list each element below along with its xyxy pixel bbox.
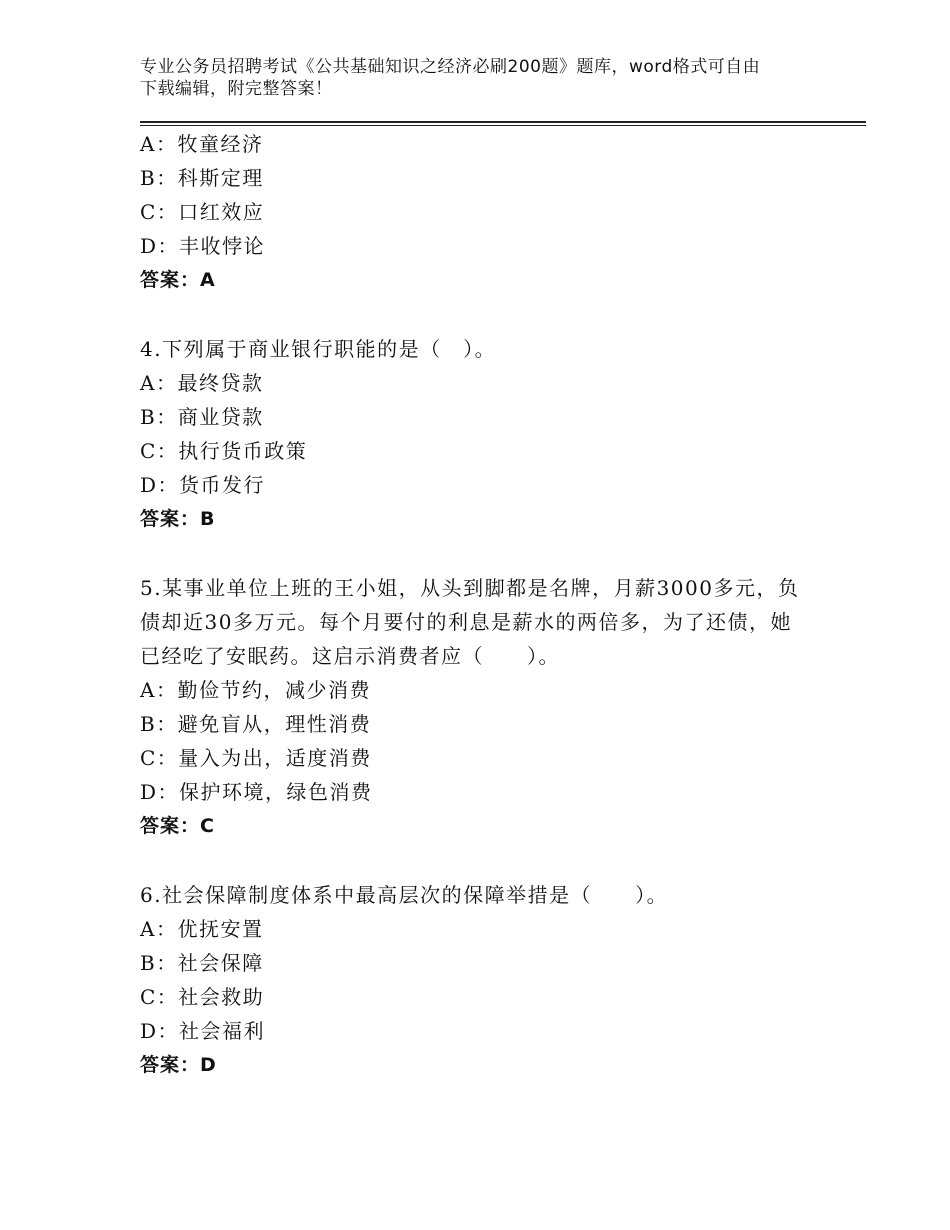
spacer	[140, 536, 820, 571]
header-line-2: 下载编辑，附完整答案！	[140, 79, 333, 99]
question-3-block	[140, 127, 820, 297]
q5-option-d: D：保护环境，绿色消费	[140, 780, 373, 804]
document-body	[140, 127, 820, 1082]
q4-option-b: B：商业贷款	[140, 405, 264, 429]
q3-answer: 答案：A	[140, 269, 216, 291]
q4-answer: 答案：B	[140, 508, 216, 530]
q5-option-b: B：避免盲从，理性消费	[140, 712, 372, 736]
q4-option-d: D：货币发行	[140, 473, 266, 497]
q6-option-c: C：社会救助	[140, 985, 265, 1009]
question-4-block	[140, 332, 820, 536]
header-line-1: 专业公务员招聘考试《公共基础知识之经济必刷200题》题库，word格式可自由	[140, 57, 761, 77]
q3-option-d: D：丰收悖论	[140, 234, 266, 258]
question-5-block	[140, 571, 820, 843]
q5-option-a: A：勤俭节约，减少消费	[140, 678, 371, 702]
question-6-block	[140, 878, 820, 1082]
q4-option-a: A：最终贷款	[140, 371, 264, 395]
q6-stem: 6.社会保障制度体系中最高层次的保障举措是（ ）。	[140, 883, 669, 907]
header-rule-thick	[140, 121, 866, 123]
q4-stem: 4.下列属于商业银行职能的是（ ）。	[140, 337, 497, 361]
q3-option-c: C：口红效应	[140, 200, 265, 224]
q4-option-c: C：执行货币政策	[140, 439, 308, 463]
q6-option-a: A：优抚安置	[140, 917, 264, 941]
q6-answer: 答案：D	[140, 1054, 217, 1076]
header-rule-thin	[140, 125, 866, 126]
q5-stem-line-2: 债却近30多万元。每个月要付的利息是薪水的两倍多，为了还债，她	[140, 610, 792, 634]
q3-option-a: A：牧童经济	[140, 132, 264, 156]
q5-option-c: C：量入为出，适度消费	[140, 746, 372, 770]
spacer	[140, 843, 820, 878]
document-header	[140, 56, 810, 100]
q6-option-d: D：社会福利	[140, 1019, 266, 1043]
spacer	[140, 297, 820, 332]
q3-option-b: B：科斯定理	[140, 166, 264, 190]
q5-stem-line-1: 5.某事业单位上班的王小姐，从头到脚都是名牌，月薪3000多元，负	[140, 576, 800, 600]
q5-stem-line-3: 已经吃了安眠药。这启示消费者应（ ）。	[140, 644, 560, 668]
q5-answer: 答案：C	[140, 815, 215, 837]
q6-option-b: B：社会保障	[140, 951, 264, 975]
